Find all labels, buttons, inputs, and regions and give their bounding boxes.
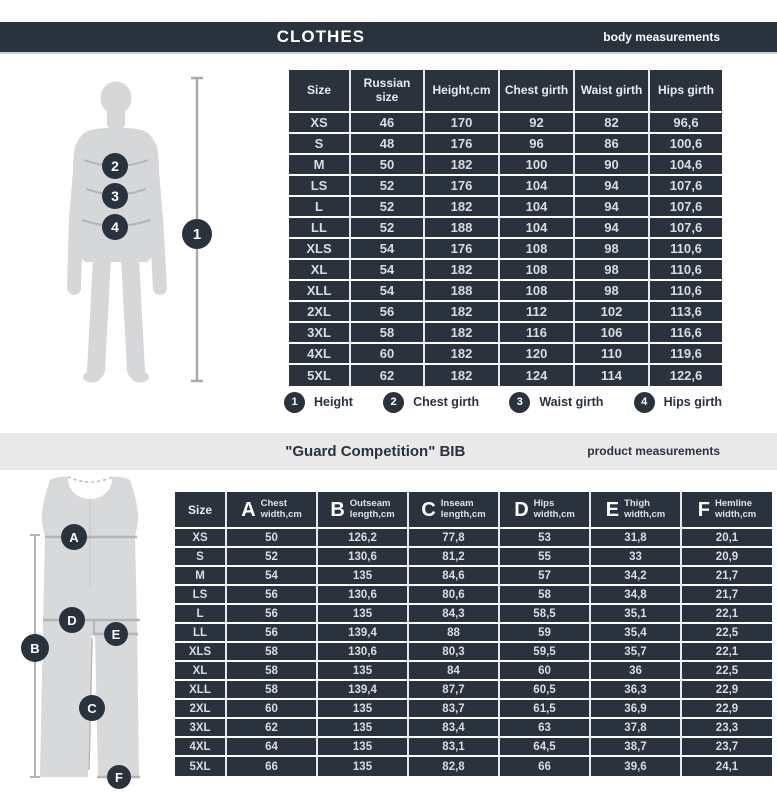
measure-letter: B: [330, 498, 345, 521]
size-cell: L: [289, 197, 351, 218]
value-cell: 59: [500, 624, 591, 643]
value-cell: 86: [575, 134, 650, 155]
value-cell: 104: [500, 218, 575, 239]
value-cell: 37,8: [591, 719, 682, 738]
size-cell: LL: [289, 218, 351, 239]
value-cell: 104: [500, 176, 575, 197]
table-row: [175, 548, 772, 567]
value-cell: 176: [425, 176, 500, 197]
legend-item-chest-girth: [383, 392, 479, 413]
size-cell: 3XL: [175, 719, 227, 738]
table-row: [289, 113, 722, 134]
measure-letter: E: [605, 498, 620, 521]
value-cell: 58: [351, 323, 425, 344]
size-cell: XS: [175, 529, 227, 548]
value-cell: 61,5: [500, 700, 591, 719]
value-cell: 84: [409, 662, 500, 681]
value-cell: 110,6: [650, 239, 722, 260]
column-header: Russian size: [351, 70, 425, 113]
value-cell: 188: [425, 281, 500, 302]
bib-section-subtitle: product measurements: [587, 444, 720, 458]
size-cell: M: [289, 155, 351, 176]
value-cell: 110,6: [650, 260, 722, 281]
value-cell: 80,6: [409, 586, 500, 605]
value-cell: 104,6: [650, 155, 722, 176]
value-cell: 139,4: [318, 624, 409, 643]
value-cell: 35,1: [591, 605, 682, 624]
value-cell: 34,2: [591, 567, 682, 586]
table-row: [289, 281, 722, 302]
value-cell: 82: [575, 113, 650, 134]
value-cell: 182: [425, 260, 500, 281]
legend-label: Hips girth: [663, 395, 722, 409]
measure-label: Chest width,cm: [260, 497, 302, 520]
marker-chest-width: [61, 524, 87, 550]
value-cell: 88: [409, 624, 500, 643]
value-cell: 50: [351, 155, 425, 176]
value-cell: 21,7: [682, 586, 772, 605]
value-cell: 66: [500, 757, 591, 776]
value-cell: 176: [425, 239, 500, 260]
value-cell: 110,6: [650, 281, 722, 302]
value-cell: 57: [500, 567, 591, 586]
table-row: [289, 239, 722, 260]
table-row: [289, 260, 722, 281]
value-cell: 135: [318, 719, 409, 738]
value-cell: 60: [227, 700, 318, 719]
value-cell: 124: [500, 365, 575, 386]
value-cell: 52: [351, 218, 425, 239]
svg-text:D: D: [67, 613, 77, 628]
value-cell: 182: [425, 155, 500, 176]
table-row: [289, 344, 722, 365]
table-row: [175, 662, 772, 681]
marker-waist-girth: [102, 183, 128, 209]
value-cell: 130,6: [318, 643, 409, 662]
table-row: [289, 134, 722, 155]
column-header: Size: [289, 70, 351, 113]
value-cell: 24,1: [715, 760, 739, 773]
value-cell: 100,6: [650, 134, 722, 155]
marker-chest-girth: [102, 153, 128, 179]
table-row: [289, 365, 722, 386]
value-cell: 81,2: [409, 548, 500, 567]
value-cell: 56: [227, 624, 318, 643]
value-cell: 182: [425, 302, 500, 323]
legend-label: Chest girth: [413, 395, 480, 409]
value-cell: 182: [425, 197, 500, 218]
marker-thigh-width: [104, 622, 128, 646]
column-header: Chest girth: [500, 70, 575, 113]
value-cell: 62: [227, 719, 318, 738]
svg-text:3: 3: [111, 188, 119, 204]
clothes-section-title: CLOTHES: [276, 27, 366, 46]
value-cell: 110: [575, 344, 650, 365]
value-cell: 182: [425, 365, 500, 386]
value-cell: 60,5: [500, 681, 591, 700]
marker-inseam-length: [79, 695, 105, 721]
value-cell: 82,8: [409, 757, 500, 776]
value-cell: 52: [351, 197, 425, 218]
measure-letter: F: [697, 498, 711, 521]
table-row: [289, 302, 722, 323]
value-cell: 83,4: [409, 719, 500, 738]
size-cell: XL: [175, 662, 227, 681]
value-cell: 80,3: [409, 643, 500, 662]
value-cell: 31,8: [591, 529, 682, 548]
svg-text:1: 1: [192, 226, 202, 243]
value-cell: 106: [575, 323, 650, 344]
value-cell: 188: [425, 218, 500, 239]
svg-text:E: E: [111, 627, 121, 642]
column-header: [318, 492, 409, 529]
svg-text:2: 2: [111, 158, 119, 174]
value-cell: 182: [425, 344, 500, 365]
marker-height: [182, 219, 212, 249]
value-cell: 56: [227, 605, 318, 624]
measure-letter: D: [514, 498, 529, 521]
value-cell: 108: [500, 239, 575, 260]
column-header: [500, 492, 591, 529]
column-header: Size: [175, 492, 227, 529]
value-cell: 94: [575, 197, 650, 218]
value-cell: 98: [575, 260, 650, 281]
table-row: [175, 529, 772, 548]
value-cell: 139,4: [318, 681, 409, 700]
value-cell: 62: [351, 365, 425, 386]
value-cell: 58: [227, 681, 318, 700]
value-cell: 107,6: [650, 218, 722, 239]
marker-hips-width: [59, 607, 85, 633]
value-cell: 50: [227, 529, 318, 548]
size-cell: LL: [175, 624, 227, 643]
table-row: [175, 567, 772, 586]
value-cell: 58: [500, 586, 591, 605]
value-cell: 34,8: [591, 586, 682, 605]
value-cell: 84,6: [409, 567, 500, 586]
column-header: [409, 492, 500, 529]
size-cell: XLL: [175, 681, 227, 700]
value-cell: 107,6: [650, 197, 722, 218]
column-header: Hips girth: [650, 70, 722, 113]
value-cell: 22,1: [682, 605, 772, 624]
value-cell: 35,4: [591, 624, 682, 643]
value-cell: 56: [351, 302, 425, 323]
size-cell: LS: [175, 586, 227, 605]
size-cell: 5XL: [289, 365, 351, 386]
column-header: Height,cm: [425, 70, 500, 113]
bib-table-header-row: [175, 492, 772, 529]
table-row: [289, 155, 722, 176]
value-cell: 36: [591, 662, 682, 681]
legend-number-icon: 2: [383, 392, 404, 413]
size-cell: LS: [289, 176, 351, 197]
bib-table: [175, 492, 772, 776]
value-cell: 48: [351, 134, 425, 155]
value-cell: 135: [318, 567, 409, 586]
svg-text:A: A: [69, 530, 79, 545]
value-cell: 58: [227, 643, 318, 662]
value-cell: 116: [500, 323, 575, 344]
legend-label: Height: [314, 395, 353, 409]
value-cell: 119,6: [650, 344, 722, 365]
value-cell: 100: [500, 155, 575, 176]
size-cell: 3XL: [289, 323, 351, 344]
value-cell: 108: [500, 260, 575, 281]
value-cell: 135: [318, 738, 409, 757]
bib-product-figure: [0, 470, 180, 800]
table-row: [175, 624, 772, 643]
legend-item-waist-girth: [509, 392, 603, 413]
size-cell: S: [289, 134, 351, 155]
value-cell: 176: [425, 134, 500, 155]
size-cell: 4XL: [175, 738, 227, 757]
svg-text:4: 4: [111, 219, 119, 235]
value-cell: 77,8: [409, 529, 500, 548]
value-cell: 20,1: [682, 529, 772, 548]
size-cell: XL: [289, 260, 351, 281]
clothes-table-header-row: [289, 70, 722, 113]
value-cell: 83,7: [409, 700, 500, 719]
size-cell: S: [175, 548, 227, 567]
value-cell: 135: [318, 757, 409, 776]
value-cell: 22,9: [682, 700, 772, 719]
value-cell: 113,6: [650, 302, 722, 323]
table-row: [175, 681, 772, 700]
value-cell: 59,5: [500, 643, 591, 662]
value-cell: 23,3: [682, 719, 772, 738]
table-row: [289, 197, 722, 218]
value-cell: 22,5: [682, 662, 772, 681]
table-row: [289, 218, 722, 239]
value-cell: 22,1: [682, 643, 772, 662]
body-measurements-figure: [0, 60, 280, 400]
value-cell: 60: [351, 344, 425, 365]
value-cell: 130,6: [318, 548, 409, 567]
column-header: [227, 492, 318, 529]
value-cell: 22,5: [682, 624, 772, 643]
value-cell: 66: [227, 757, 318, 776]
value-cell: 39,6: [591, 757, 682, 776]
size-cell: XLL: [289, 281, 351, 302]
value-cell: 33: [591, 548, 682, 567]
value-cell: 64,5: [500, 738, 591, 757]
value-cell: 36,3: [591, 681, 682, 700]
value-cell: 170: [425, 113, 500, 134]
value-cell: 20,9: [682, 548, 772, 567]
table-row: [175, 757, 772, 776]
value-cell: 46: [351, 113, 425, 134]
size-cell: 2XL: [289, 302, 351, 323]
value-cell: 64: [227, 738, 318, 757]
value-cell: 92: [500, 113, 575, 134]
size-cell: XLS: [289, 239, 351, 260]
value-cell: 58,5: [500, 605, 591, 624]
value-cell: 94: [575, 218, 650, 239]
measure-label: Hemline width,cm: [715, 497, 757, 520]
size-cell: 5XL: [175, 757, 227, 776]
bib-section-header: [0, 433, 777, 470]
legend-item-height: [284, 392, 353, 413]
value-cell: 130,6: [318, 586, 409, 605]
size-cell: 4XL: [289, 344, 351, 365]
value-cell: 98: [575, 281, 650, 302]
size-cell: M: [175, 567, 227, 586]
value-cell: 54: [351, 239, 425, 260]
value-cell: 53: [500, 529, 591, 548]
value-cell: 107,6: [650, 176, 722, 197]
value-cell: 102: [575, 302, 650, 323]
measure-letter: A: [241, 498, 256, 521]
value-cell: 104: [500, 197, 575, 218]
value-cell: 120: [500, 344, 575, 365]
measure-letter: C: [421, 498, 436, 521]
svg-text:F: F: [115, 770, 123, 785]
value-cell: 36,9: [591, 700, 682, 719]
legend-number-icon: 3: [509, 392, 530, 413]
size-cell: XS: [289, 113, 351, 134]
table-row: [289, 176, 722, 197]
value-cell: 96: [500, 134, 575, 155]
value-cell: 22,9: [682, 681, 772, 700]
size-cell: 2XL: [175, 700, 227, 719]
clothes-section-subtitle: body measurements: [603, 30, 720, 44]
measure-label: Hips width,cm: [533, 497, 575, 520]
value-cell: 114: [575, 365, 650, 386]
value-cell: 135: [318, 700, 409, 719]
table-row: [175, 605, 772, 624]
value-cell: 54: [351, 260, 425, 281]
value-cell: 60: [500, 662, 591, 681]
value-cell: 35,7: [591, 643, 682, 662]
legend-number-icon: 1: [284, 392, 305, 413]
legend-number-icon: 4: [634, 392, 655, 413]
value-cell: 54: [351, 281, 425, 302]
column-header: [591, 492, 682, 529]
value-cell: 135: [318, 605, 409, 624]
value-cell: 135: [318, 662, 409, 681]
value-cell: 38,7: [591, 738, 682, 757]
value-cell: 108: [500, 281, 575, 302]
value-cell: 54: [227, 567, 318, 586]
measure-label: Outseam length,cm: [349, 497, 395, 520]
bib-section-title: "Guard Competition" BIB: [285, 443, 466, 460]
value-cell: 23,7: [682, 738, 772, 757]
marker-hips-girth: [102, 214, 128, 240]
column-header: [682, 492, 772, 529]
size-cell: XLS: [175, 643, 227, 662]
table-row: [175, 738, 772, 757]
clothes-section-header: [0, 22, 777, 54]
marker-hemline-width: [107, 765, 131, 789]
value-cell: 182: [425, 323, 500, 344]
table-row: [175, 643, 772, 662]
value-cell: 96,6: [650, 113, 722, 134]
table-row: [175, 719, 772, 738]
legend-item-hips-girth: [634, 392, 722, 413]
value-cell: 94: [575, 176, 650, 197]
value-cell: 116,6: [650, 323, 722, 344]
column-header: Waist girth: [575, 70, 650, 113]
measure-label: Inseam length,cm: [440, 497, 486, 520]
clothes-table: [289, 70, 722, 386]
marker-outseam-length: [21, 634, 49, 662]
value-cell: 87,7: [409, 681, 500, 700]
measure-label: Thigh width,cm: [624, 497, 666, 520]
value-cell: 52: [351, 176, 425, 197]
measurements-legend: [284, 391, 722, 413]
value-cell: 83,1: [409, 738, 500, 757]
table-row: [175, 586, 772, 605]
svg-text:C: C: [87, 701, 97, 716]
size-cell: L: [175, 605, 227, 624]
value-cell: 56: [227, 586, 318, 605]
legend-label: Waist girth: [539, 395, 604, 409]
table-row: [289, 323, 722, 344]
value-cell: 84,3: [409, 605, 500, 624]
table-row: [175, 700, 772, 719]
value-cell: 21,7: [682, 567, 772, 586]
value-cell: 112: [500, 302, 575, 323]
back-neckline-dashed-line: [68, 477, 112, 482]
value-cell: 52: [227, 548, 318, 567]
value-cell: 63: [500, 719, 591, 738]
value-cell: 126,2: [318, 529, 409, 548]
value-cell: 122,6: [669, 368, 703, 383]
value-cell: 90: [575, 155, 650, 176]
value-cell: 55: [500, 548, 591, 567]
value-cell: 58: [227, 662, 318, 681]
value-cell: 98: [575, 239, 650, 260]
svg-text:B: B: [30, 641, 40, 656]
